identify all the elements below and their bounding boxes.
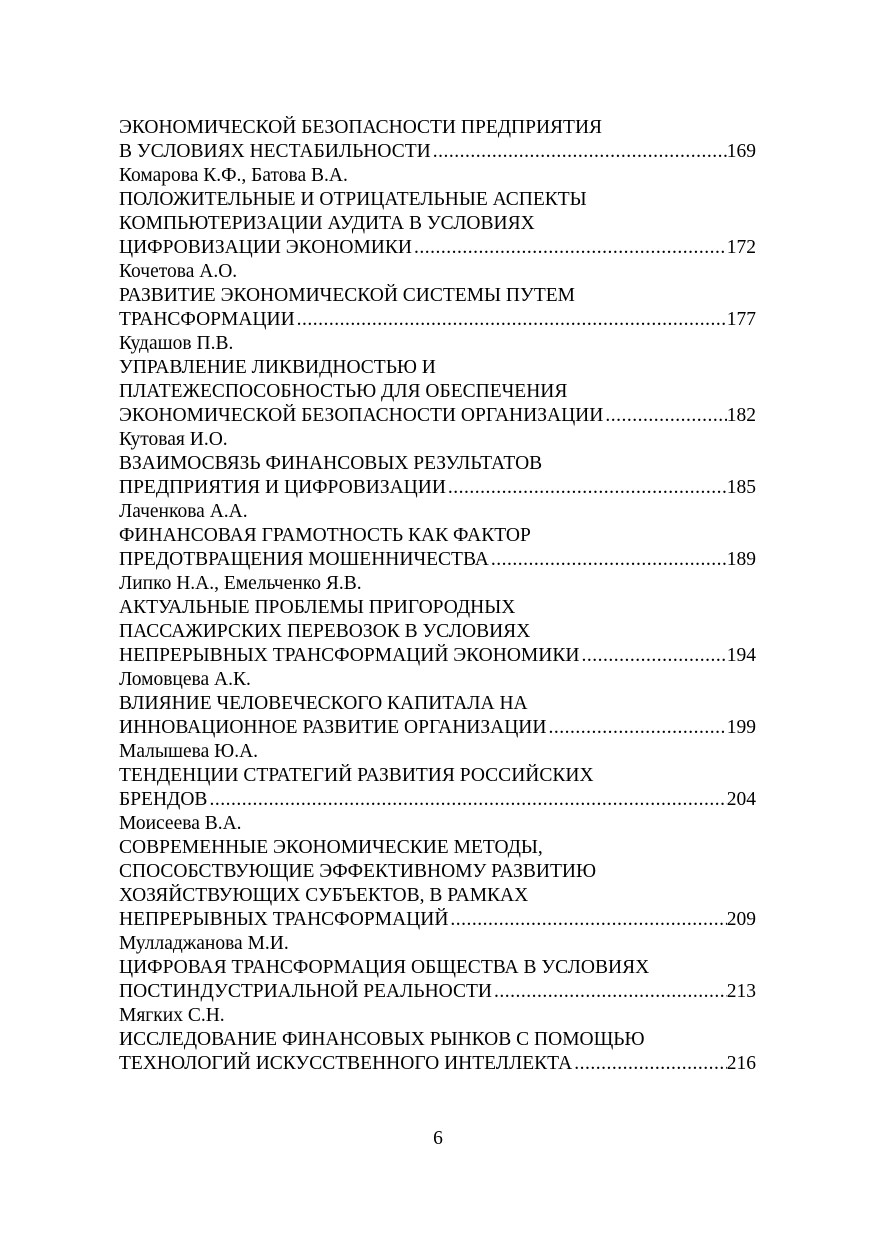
toc-entry [119, 428, 756, 500]
toc-entry-title-line: ПАССАЖИРСКИХ ПЕРЕВОЗОК В УСЛОВИЯХ [119, 621, 531, 642]
toc-entry-page-number: 177 [726, 309, 756, 330]
toc-entry [119, 668, 756, 740]
toc-entry-page-number: 199 [726, 717, 756, 738]
dot-leader [548, 716, 726, 740]
dot-leader [581, 644, 726, 668]
toc-entry-title-tail: НЕПРЕРЫВНЫХ ТРАНСФОРМАЦИЙ ЭКОНОМИКИ [119, 645, 580, 666]
dot-leader [414, 236, 727, 260]
toc-entry [119, 572, 756, 668]
toc-entry-title-line: ИССЛЕДОВАНИЕ ФИНАНСОВЫХ РЫНКОВ С ПОМОЩЬЮ [119, 1029, 645, 1050]
dot-leader [433, 140, 727, 164]
toc-entry-author: Кочетова А.О. [119, 261, 238, 282]
toc-entry-page-number: 194 [726, 645, 756, 666]
table-of-contents [119, 116, 756, 1076]
toc-entry-title-last-line [119, 908, 756, 932]
toc-entry-author: Комарова К.Ф., Батова В.А. [119, 165, 348, 186]
toc-entry-page-number: 204 [726, 789, 756, 810]
toc-entry-title-tail: НЕПРЕРЫВНЫХ ТРАНСФОРМАЦИЙ [119, 909, 449, 930]
toc-entry [119, 812, 756, 932]
toc-entry-title-line: ВЗАИМОСВЯЗЬ ФИНАНСОВЫХ РЕЗУЛЬТАТОВ [119, 453, 543, 474]
dot-leader [209, 788, 726, 812]
toc-entry-title-line: СПОСОБСТВУЮЩИЕ ЭФФЕКТИВНОМУ РАЗВИТИЮ [119, 861, 597, 882]
toc-entry-title-last-line [119, 548, 756, 572]
toc-entry-author: Липко Н.А., Емельченко Я.В. [119, 573, 362, 594]
toc-entry-title-last-line [119, 716, 756, 740]
toc-entry-title-last-line [119, 1052, 756, 1076]
toc-entry-title-tail: ПРЕДОТВРАЩЕНИЯ МОШЕННИЧЕСТВА [119, 549, 489, 570]
toc-entry-title-last-line [119, 788, 756, 812]
toc-entry [119, 116, 756, 164]
toc-entry-title-last-line [119, 140, 756, 164]
toc-entry-title-line: ПЛАТЕЖЕСПОСОБНОСТЬЮ ДЛЯ ОБЕСПЕЧЕНИЯ [119, 381, 568, 402]
toc-entry-page-number: 209 [726, 909, 756, 930]
toc-entry [119, 260, 756, 332]
toc-entry-title-tail: БРЕНДОВ [119, 789, 208, 810]
toc-entry-title-last-line [119, 980, 756, 1004]
toc-entry-title-line: ТЕНДЕНЦИИ СТРАТЕГИЙ РАЗВИТИЯ РОССИЙСКИХ [119, 765, 594, 786]
toc-entry-title-line: РАЗВИТИЕ ЭКОНОМИЧЕСКОЙ СИСТЕМЫ ПУТЕМ [119, 285, 575, 306]
toc-entry-title-tail: ТРАНСФОРМАЦИИ [119, 309, 295, 330]
toc-entry-title-last-line [119, 404, 756, 428]
toc-entry-page-number: 216 [726, 1053, 756, 1074]
dot-leader [491, 548, 727, 572]
toc-entry-page-number: 172 [726, 237, 756, 258]
toc-entry-title-tail: ПРЕДПРИЯТИЯ И ЦИФРОВИЗАЦИИ [119, 477, 446, 498]
toc-entry-title-tail: ЦИФРОВИЗАЦИИ ЭКОНОМИКИ [119, 237, 412, 258]
page-number: 6 [433, 1128, 443, 1149]
toc-entry [119, 500, 756, 572]
toc-entry-title-line: ФИНАНСОВАЯ ГРАМОТНОСТЬ КАК ФАКТОР [119, 525, 531, 546]
dot-leader [494, 980, 727, 1004]
toc-entry-title-tail: ПОСТИНДУСТРИАЛЬНОЙ РЕАЛЬНОСТИ [119, 981, 492, 1002]
toc-entry-page-number: 182 [726, 405, 756, 426]
toc-entry-title-last-line [119, 476, 756, 500]
toc-entry-title-line: ЭКОНОМИЧЕСКОЙ БЕЗОПАСНОСТИ ПРЕДПРИЯТИЯ [119, 117, 603, 138]
toc-entry-author: Кудашов П.В. [119, 333, 234, 354]
toc-entry-author: Мягких С.Н. [119, 1005, 225, 1026]
toc-entry-title-line: УПРАВЛЕНИЕ ЛИКВИДНОСТЬЮ И [119, 357, 436, 378]
toc-entry-title-tail: ИННОВАЦИОННОЕ РАЗВИТИЕ ОРГАНИЗАЦИИ [119, 717, 547, 738]
toc-entry-title-tail: В УСЛОВИЯХ НЕСТАБИЛЬНОСТИ [119, 141, 431, 162]
toc-entry-title-line: ВЛИЯНИЕ ЧЕЛОВЕЧЕСКОГО КАПИТАЛА НА [119, 693, 528, 714]
toc-entry-author: Ломовцева А.К. [119, 669, 251, 690]
toc-entry-title-last-line [119, 236, 756, 260]
toc-entry-page-number: 213 [726, 981, 756, 1002]
toc-entry-page-number: 185 [726, 477, 756, 498]
dot-leader [297, 308, 727, 332]
toc-entry [119, 1004, 756, 1076]
toc-entry-title-line: АКТУАЛЬНЫЕ ПРОБЛЕМЫ ПРИГОРОДНЫХ [119, 597, 516, 618]
toc-entry [119, 932, 756, 1004]
toc-entry-author: Лаченкова А.А. [119, 501, 248, 522]
toc-entry-page-number: 189 [726, 549, 756, 570]
toc-entry [119, 164, 756, 260]
toc-entry-title-last-line [119, 308, 756, 332]
dot-leader [574, 1052, 727, 1076]
toc-entry-title-line: ЦИФРОВАЯ ТРАНСФОРМАЦИЯ ОБЩЕСТВА В УСЛОВИЯХ [119, 957, 650, 978]
toc-entry-title-line: КОМПЬЮТЕРИЗАЦИИ АУДИТА В УСЛОВИЯХ [119, 213, 535, 234]
toc-entry-title-tail: ЭКОНОМИЧЕСКОЙ БЕЗОПАСНОСТИ ОРГАНИЗАЦИИ [119, 405, 604, 426]
dot-leader [448, 476, 727, 500]
toc-entry-author: Кутовая И.О. [119, 429, 228, 450]
toc-entry [119, 740, 756, 812]
toc-entry [119, 332, 756, 428]
toc-entry-title-line: ПОЛОЖИТЕЛЬНЫЕ И ОТРИЦАТЕЛЬНЫЕ АСПЕКТЫ [119, 189, 587, 210]
dot-leader [605, 404, 726, 428]
toc-entry-title-tail: ТЕХНОЛОГИЙ ИСКУССТВЕННОГО ИНТЕЛЛЕКТА [119, 1053, 573, 1074]
toc-entry-author: Малышева Ю.А. [119, 741, 259, 762]
toc-entry-title-line: СОВРЕМЕННЫЕ ЭКОНОМИЧЕСКИЕ МЕТОДЫ, [119, 837, 543, 858]
toc-entry-title-line: ХОЗЯЙСТВУЮЩИХ СУБЪЕКТОВ, В РАМКАХ [119, 885, 529, 906]
toc-entry-title-last-line [119, 644, 756, 668]
dot-leader [450, 908, 726, 932]
toc-entry-author: Мулладжанова М.И. [119, 933, 289, 954]
toc-entry-page-number: 169 [726, 141, 756, 162]
toc-entry-author: Моисеева В.А. [119, 813, 242, 834]
